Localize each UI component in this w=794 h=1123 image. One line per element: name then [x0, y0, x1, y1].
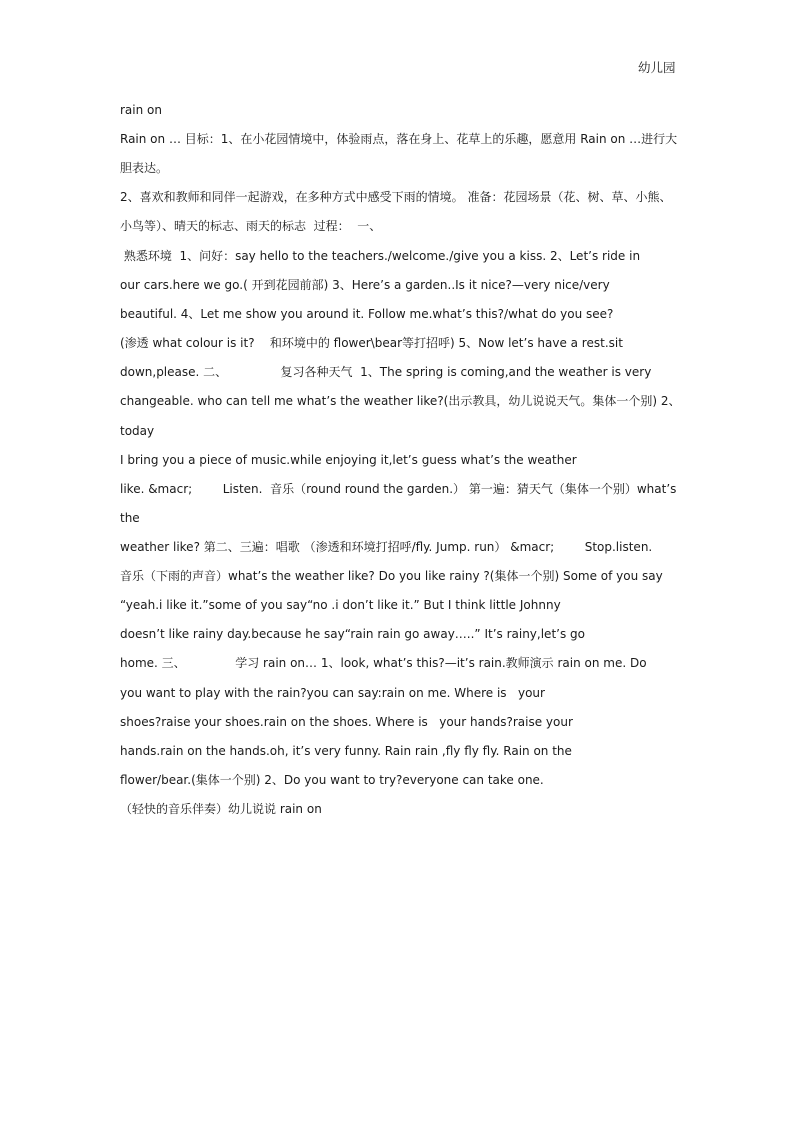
- text-line: 胆表达。: [120, 161, 169, 175]
- text-line: rain on: [120, 103, 162, 117]
- text-line: “yeah.i like it.”some of you say“no .i don’t like it.” But I think little Johnny: [120, 598, 561, 612]
- text-line: home. 三、 学习 rain on… 1、look, what’s this?—it’s rain.教师演示 rain on me. Do: [120, 656, 647, 670]
- text-line: 熟悉环境 1、问好：say hello to the teachers./welcome./give you a kiss. 2、Let’s ride in: [120, 249, 641, 263]
- text-line: Rain on … 目标：1、在小花园情境中，体验雨点，落在身上、花草上的乐趣，愿意用 Rain on …进行大: [120, 132, 678, 146]
- text-line: changeable. who can tell me what’s the weather like?(出示教具，幼儿说说天气。集体一个别) 2、: [120, 394, 681, 408]
- text-line: hands.rain on the hands.oh, it’s very funny. Rain rain ,fly fly fly. Rain on the: [120, 744, 572, 758]
- text-line: (渗透 what colour is it? 和环境中的 flower\bear等打招呼) 5、Now let’s have a rest.sit: [120, 336, 623, 350]
- text-line: （轻快的音乐伴奏）幼儿说说 rain on: [120, 802, 322, 816]
- text-line: today: [120, 424, 155, 438]
- page-header: 幼儿园: [638, 60, 676, 75]
- text-line: I bring you a piece of music.while enjoying it,let’s guess what’s the weather: [120, 453, 577, 467]
- text-line: down,please. 二、 复习各种天气 1、The spring is coming,and the weather is very: [120, 365, 652, 379]
- text-line: like. &macr; Listen. 音乐（round round the garden.） 第一遍：猜天气（集体一个别）what’s: [120, 482, 677, 496]
- text-line: our cars.here we go.( 开到花园前部) 3、Here’s a garden..Is it nice?—very nice/very: [120, 278, 610, 292]
- text-line: you want to play with the rain?you can say:rain on me. Where is your: [120, 686, 545, 700]
- text-line: the: [120, 511, 140, 525]
- text-line: shoes?raise your shoes.rain on the shoes. Where is your hands?raise your: [120, 715, 573, 729]
- text-line: 小鸟等）、晴天的标志、雨天的标志 过程： 一、: [120, 219, 382, 233]
- text-line: flower/bear.(集体一个别) 2、Do you want to try?everyone can take one.: [120, 773, 544, 787]
- text-line: beautiful. 4、Let me show you around it. Follow me.what’s this?/what do you see?: [120, 307, 614, 321]
- text-line: 音乐（下雨的声音）what’s the weather like? Do you like rainy ?(集体一个别) Some of you say: [120, 569, 663, 583]
- text-line: doesn’t like rainy day.because he say“rain rain go away…..” It’s rainy,let’s go: [120, 627, 585, 641]
- text-line: weather like? 第二、三遍：唱歌 （渗透和环境打招呼/fly. Jump. run） &macr; Stop.listen.: [120, 540, 653, 554]
- text-line: 2、喜欢和教师和同伴一起游戏，在多种方式中感受下雨的情境。 准备：花园场景（花、树、草、小熊、: [120, 190, 672, 204]
